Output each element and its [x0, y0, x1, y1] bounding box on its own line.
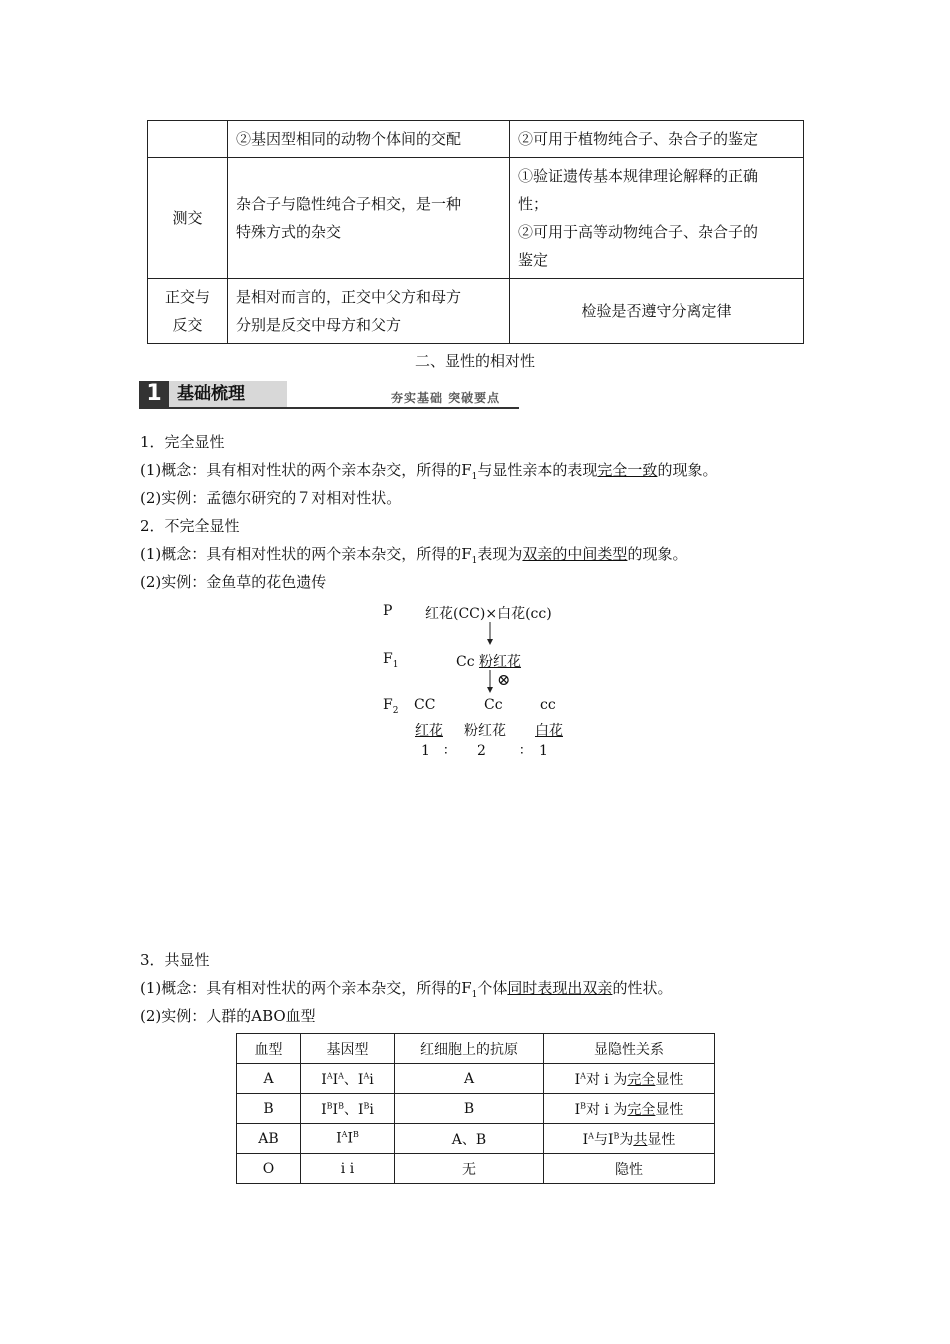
text: (1)概念：具有相对性状的两个亲本杂交，所得的F	[140, 545, 472, 563]
banner-number: 1	[139, 381, 169, 407]
crossing-methods-table	[147, 120, 804, 344]
f1-phenotype: 粉红花	[479, 654, 522, 670]
heading-complete-dominance: 1．完全显性	[140, 433, 225, 451]
superscript: A	[338, 1070, 344, 1080]
table-row	[148, 158, 804, 279]
arrow-down-icon	[484, 670, 496, 694]
table-row	[148, 279, 804, 344]
subscript: 2	[392, 705, 399, 716]
text: (1)概念：具有相对性状的两个亲本杂交，所得的F	[140, 979, 472, 997]
text: 为	[619, 1131, 634, 1148]
section-banner	[139, 381, 519, 411]
text: F	[383, 697, 393, 713]
f2-phenotype: 红花	[415, 723, 443, 739]
p-label: P	[383, 603, 393, 619]
table-cell	[510, 158, 804, 279]
example-line: (2)实例：孟德尔研究的７对相对性状。	[140, 489, 402, 507]
subscript: 1	[392, 659, 399, 670]
text: 表现为	[477, 545, 523, 563]
f2-genotype: CC	[414, 697, 436, 713]
text: I	[347, 1130, 353, 1147]
text: I	[357, 1071, 364, 1088]
concept-line	[140, 459, 717, 482]
superscript: A	[580, 1070, 586, 1080]
text: 、	[343, 1101, 358, 1118]
text: F	[383, 651, 393, 667]
text: 个体	[477, 979, 508, 997]
text: i	[369, 1101, 374, 1118]
f1-label	[383, 651, 398, 670]
text: I	[357, 1101, 364, 1118]
text: I	[607, 1131, 614, 1148]
table-row	[237, 1064, 715, 1094]
underlined-answer: 同时表现出双亲	[507, 979, 613, 997]
genotype-cell	[301, 1064, 395, 1094]
text: I	[582, 1131, 589, 1148]
superscript: A	[588, 1130, 594, 1140]
underlined-answer: 完全	[627, 1071, 656, 1088]
text: 显性	[647, 1131, 676, 1148]
f2-genotype: Cc	[484, 697, 503, 713]
concept-line	[140, 543, 687, 566]
underlined-answer: 完全	[627, 1101, 656, 1118]
antigen-cell: B	[395, 1094, 544, 1124]
genotype-cell	[301, 1124, 395, 1154]
f2-genotype: cc	[540, 697, 556, 713]
subscript: 1	[471, 556, 478, 566]
superscript: A	[341, 1130, 348, 1140]
text: 的现象。	[627, 545, 688, 563]
selfing-icon: ⊗	[497, 670, 511, 689]
genotype-cell	[301, 1094, 395, 1124]
table-row	[148, 121, 804, 158]
table-cell	[148, 279, 228, 344]
ratio-value: 1	[421, 743, 430, 759]
superscript: B	[613, 1130, 620, 1140]
text: I	[332, 1101, 339, 1118]
section-title: 二、显性的相对性	[414, 352, 535, 370]
cell-line: 分别是反交中母方和父方	[236, 316, 402, 334]
text: 对 i 为	[586, 1101, 628, 1118]
table-cell	[228, 279, 510, 344]
cell-line: 杂合子与隐性纯合子相交，是一种	[236, 195, 462, 213]
superscript: B	[580, 1100, 587, 1110]
underlined-answer: 共	[633, 1131, 648, 1148]
ratio-value: 2	[477, 743, 486, 759]
cell-line: 特殊方式的杂交	[236, 223, 342, 241]
concept-line	[140, 977, 672, 1000]
arrow-down-icon	[484, 622, 496, 646]
table-header-row	[237, 1034, 715, 1064]
cell-line: ①验证遗传基本规律理论解释的正确	[518, 167, 759, 185]
column-header: 血型	[237, 1034, 301, 1064]
cell-line: 正交与	[164, 288, 210, 306]
superscript: B	[326, 1100, 333, 1110]
column-header: 基因型	[301, 1034, 395, 1064]
table-cell: 测交	[148, 158, 228, 279]
text: 显性	[655, 1101, 684, 1118]
f2-phenotype: 粉红花	[464, 723, 506, 739]
ratio-colon: ∶	[444, 743, 448, 759]
superscript: B	[363, 1100, 370, 1110]
table-row	[237, 1124, 715, 1154]
table-cell: 检验是否遵守分离定律	[510, 279, 804, 344]
f2-phenotype: 白花	[535, 723, 563, 739]
text: (1)概念：具有相对性状的两个亲本杂交，所得的F	[140, 461, 472, 479]
subscript: 1	[471, 472, 478, 482]
f1-genotype: Cc	[456, 654, 480, 670]
text: i	[369, 1071, 374, 1088]
cell-line: 反交	[172, 316, 203, 334]
table-cell: ②基因型相同的动物个体间的交配	[228, 121, 510, 158]
ratio-value: 1	[539, 743, 548, 759]
cell-line: ②可用于高等动物纯合子、杂合子的	[518, 223, 759, 241]
f1-result	[456, 651, 521, 671]
text: 与	[593, 1131, 608, 1148]
table-cell: ②可用于植物纯合子、杂合子的鉴定	[510, 121, 804, 158]
antigen-cell: 无	[395, 1154, 544, 1184]
cell-line: 性；	[518, 195, 549, 213]
example-line: (2)实例：金鱼草的花色遗传	[140, 573, 327, 591]
blood-type-cell: O	[237, 1154, 301, 1184]
superscript: B	[338, 1100, 344, 1110]
text: I	[321, 1101, 327, 1118]
table-cell	[148, 121, 228, 158]
ratio-colon: ∶	[520, 743, 524, 759]
antigen-cell: A	[395, 1064, 544, 1094]
text: I	[574, 1071, 581, 1088]
text: I	[321, 1071, 327, 1088]
cell-line: 鉴定	[518, 251, 549, 269]
table-row	[237, 1094, 715, 1124]
blood-type-cell: A	[237, 1064, 301, 1094]
genotype-cell: i i	[301, 1154, 395, 1184]
antigen-cell: A、B	[395, 1124, 544, 1154]
heading-codominance: 3．共显性	[140, 951, 210, 969]
p-cross: 红花(CC)×白花(cc)	[425, 606, 552, 622]
f2-label	[383, 697, 398, 716]
text: I	[332, 1071, 339, 1088]
text: 、	[343, 1071, 358, 1088]
column-header: 显隐性关系	[544, 1034, 715, 1064]
abo-blood-type-table	[236, 1033, 715, 1184]
text: 显性	[655, 1071, 684, 1088]
underlined-answer: 完全一致	[597, 461, 658, 479]
relationship-cell	[544, 1124, 715, 1154]
text: 的性状。	[612, 979, 673, 997]
heading-incomplete-dominance: 2．不完全显性	[140, 517, 240, 535]
superscript: A	[363, 1070, 370, 1080]
blood-type-cell: AB	[237, 1124, 301, 1154]
column-header: 红细胞上的抗原	[395, 1034, 544, 1064]
text: 的现象。	[657, 461, 718, 479]
banner-subtitle: 夯实基础 突破要点	[391, 391, 501, 405]
subscript: 1	[471, 990, 478, 1000]
relationship-cell	[544, 1094, 715, 1124]
superscript: A	[326, 1070, 333, 1080]
text: 与显性亲本的表现	[477, 461, 598, 479]
underlined-answer: 双亲的中间类型	[522, 545, 628, 563]
example-line: (2)实例：人群的ABO血型	[140, 1007, 316, 1025]
blood-type-cell: B	[237, 1094, 301, 1124]
superscript: B	[352, 1130, 359, 1140]
relationship-cell	[544, 1064, 715, 1094]
table-cell	[228, 158, 510, 279]
banner-rule	[139, 407, 519, 409]
table-row	[237, 1154, 715, 1184]
banner-label: 基础梳理	[169, 381, 287, 407]
text: I	[336, 1130, 342, 1147]
text: I	[574, 1101, 581, 1118]
relationship-cell: 隐性	[544, 1154, 715, 1184]
cell-line: 是相对而言的，正交中父方和母方	[236, 288, 462, 306]
text: 对 i 为	[585, 1071, 628, 1088]
